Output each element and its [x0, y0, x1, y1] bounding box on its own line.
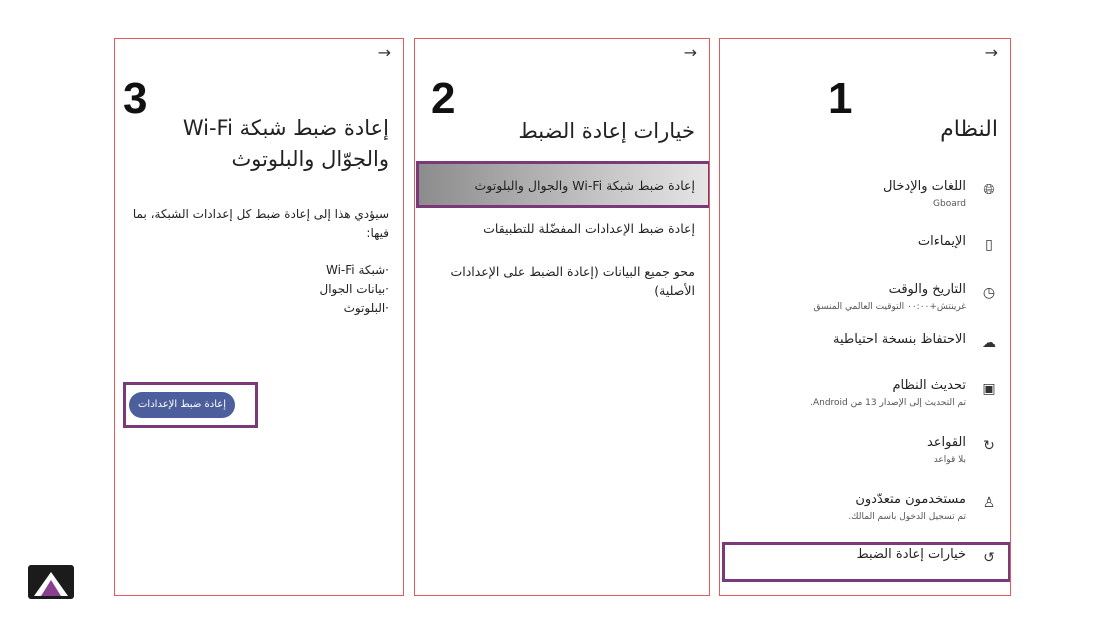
highlight-box — [123, 382, 258, 428]
rules-icon: ↻ — [983, 438, 995, 454]
item-subtitle: تم التحديث إلى الإصدار 13 من Android. — [810, 398, 966, 408]
person-icon: ♙ — [982, 495, 996, 511]
step-number: 3 — [123, 74, 148, 123]
item-subtitle: تم تسجيل الدخول باسم المالك. — [848, 512, 966, 522]
bullet-item: ·شبكة Wi-Fi — [325, 263, 389, 277]
page-title-line2: والجوّال والبلوتوث — [231, 147, 389, 171]
item-label: اللغات والإدخال — [882, 179, 966, 194]
panel-reset-network — [114, 38, 404, 596]
cloud-upload-icon: ☁ — [982, 335, 996, 351]
brand-logo-icon — [28, 565, 74, 599]
highlight-box — [416, 161, 710, 208]
forward-arrow-icon[interactable]: → — [683, 43, 697, 62]
globe-icon: 🌐︎ — [983, 182, 995, 198]
option-reset-network[interactable]: إعادة ضبط شبكة Wi-Fi والجوال والبلوتوث — [474, 178, 695, 193]
bullet-list — [189, 261, 389, 318]
page-title: النظام — [940, 117, 998, 142]
clock-icon: ◷ — [982, 285, 996, 301]
gesture-phone-icon: ▯ — [985, 237, 993, 253]
panel-reset-options — [414, 38, 710, 596]
item-label: تحديث النظام — [892, 378, 966, 393]
item-subtitle: غرينتش+٠٠:٠٠ التوقيت العالمي المنسق — [813, 302, 966, 312]
item-label: مستخدمون متعدّدون — [855, 492, 966, 507]
item-label: الإيماءات — [917, 234, 966, 249]
bullet-item: ·بيانات الجوال — [319, 282, 389, 296]
system-update-icon: ▣ — [982, 381, 996, 397]
option-factory-reset[interactable]: محو جميع البيانات (إعادة الضبط على الإعدادات الأصلية) — [450, 264, 695, 298]
item-label: التاريخ والوقت — [888, 282, 966, 297]
page-title — [119, 113, 389, 175]
description-text: سيؤدي هذا إلى إعادة ضبط كل إعدادات الشبكة، بما فيها: — [132, 207, 389, 240]
item-label: القواعد — [926, 435, 966, 450]
reset-settings-button[interactable]: إعادة ضبط الإعدادات — [129, 392, 235, 418]
history-icon: ↺ — [983, 550, 995, 566]
item-subtitle: Gboard — [933, 199, 966, 209]
step-number: 2 — [431, 74, 456, 123]
highlight-box — [722, 542, 1011, 582]
option-reset-app-preferences[interactable]: إعادة ضبط الإعدادات المفضّلة للتطبيقات — [483, 221, 695, 236]
item-label: الاحتفاظ بنسخة احتياطية — [832, 332, 966, 347]
item-subtitle: بلا قواعد — [933, 455, 966, 465]
page-title-line1: إعادة ضبط شبكة Wi-Fi — [182, 116, 389, 140]
forward-arrow-icon[interactable]: → — [377, 43, 391, 62]
forward-arrow-icon[interactable]: → — [984, 43, 998, 62]
step-number: 1 — [828, 74, 853, 123]
bullet-item: ·البلوتوث — [343, 301, 389, 315]
panel-system — [719, 38, 1011, 596]
page-title: خيارات إعادة الضبط — [518, 119, 695, 143]
item-label: خيارات إعادة الضبط — [856, 547, 966, 562]
